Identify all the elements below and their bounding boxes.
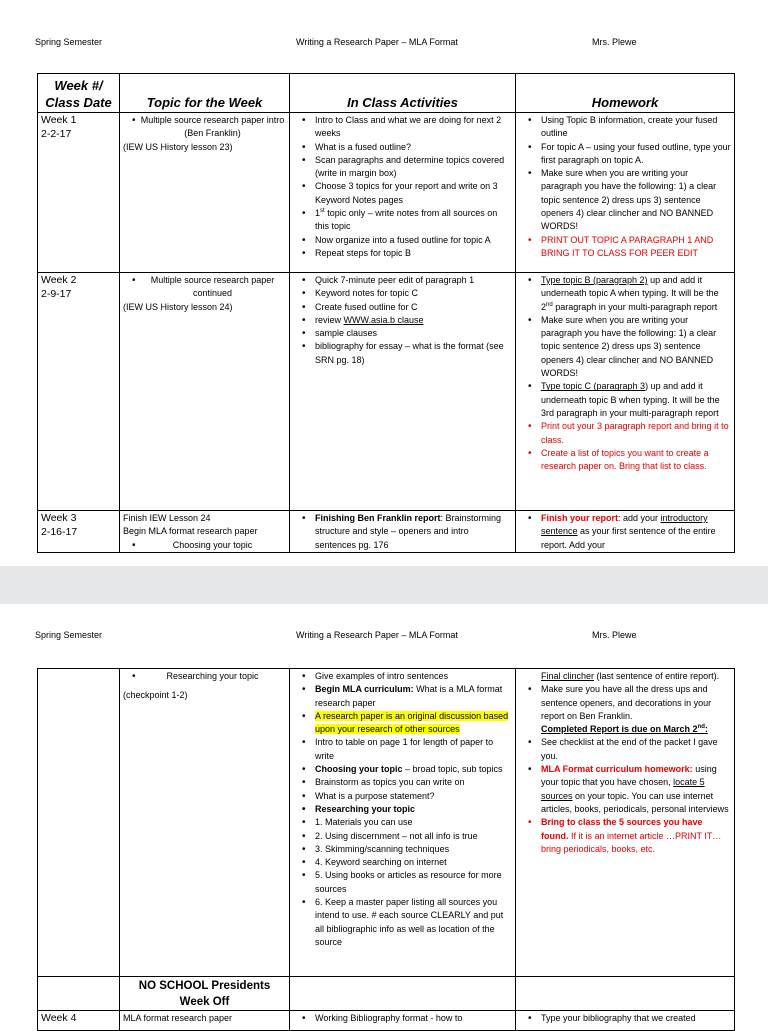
activity-item: • Finishing Ben Franklin report: Brainstorming structure and style – openers and intro sentences pg. 176 — [293, 512, 512, 552]
topic-item: • Researching your topic — [123, 670, 286, 683]
table-header-row — [38, 74, 735, 113]
table-row-week-4 — [38, 1011, 735, 1031]
col-header-activities: In Class Activities — [290, 74, 516, 113]
activity-item: • A research paper is an original discussion based upon your research of other sources — [293, 710, 512, 737]
topic-line: Finish IEW Lesson 24 — [123, 513, 211, 523]
homework-item: • Type topic C (paragraph 3) up and add it underneath topic B when typing. It will be the 3rd paragraph in your multi-paragraph report — [519, 380, 731, 420]
week-cell — [38, 977, 120, 1011]
table-row-week-3-continued — [38, 669, 735, 977]
week-date: 2-16-17 — [41, 525, 78, 538]
activity-item: • Working Bibliography format - how to — [293, 1012, 512, 1025]
header-title: Writing a Research Paper – MLA Format — [296, 630, 458, 640]
activity-item: • 3. Skimming/scanning techniques — [293, 843, 512, 856]
homework-item: • Type your bibliography that we created — [519, 1012, 731, 1025]
activity-item: • Give examples of intro sentences — [293, 670, 512, 683]
topic-line: Begin MLA format research paper — [123, 526, 258, 537]
header-teacher: Mrs. Plewe — [592, 630, 637, 640]
topic-item: • Multiple source research paper continued — [123, 274, 286, 301]
no-school-cell — [120, 977, 290, 1011]
week-date: 2-9-17 — [41, 287, 72, 300]
topic-cell — [120, 511, 290, 553]
table-row-week-2 — [38, 273, 735, 511]
homework-item: • PRINT OUT TOPIC A PARAGRAPH 1 AND BRING IT TO CLASS FOR PEER EDIT — [519, 234, 731, 261]
schedule-table-page-2 — [37, 668, 735, 1031]
activity-item: • Intro to table on page 1 for length of paper to write — [293, 736, 512, 763]
homework-cell — [516, 1011, 735, 1031]
activity-item: • Choose 3 topics for your report and write on 3 Keyword Notes pages — [293, 180, 512, 207]
week-label: Week 1 — [41, 114, 77, 126]
week-cell — [38, 273, 120, 511]
activities-cell — [290, 977, 516, 1011]
activity-item: • Choosing your topic – broad topic, sub topics — [293, 763, 512, 776]
activity-item: • Scan paragraphs and determine topics covered (write in margin box) — [293, 154, 512, 181]
activity-item: • What is a fused outline? — [293, 141, 512, 154]
topic-cell — [120, 113, 290, 273]
activity-item: • 1. Materials you can use — [293, 816, 512, 829]
activity-item: • What is a purpose statement? — [293, 790, 512, 803]
week-date: 2-2-17 — [41, 127, 72, 140]
homework-item: • Make sure when you are writing your paragraph you have the following: 1) a clear topic sentence 2) dress ups 3) sentence openers 4) clear clincher and NO BANNED WORDS! — [519, 314, 731, 380]
homework-item: • See checklist at the end of the packet I gave you. — [519, 736, 731, 763]
activities-cell — [290, 669, 516, 977]
activity-item: • review WWW.asia.b clause — [293, 314, 512, 327]
topic-note: (IEW US History lesson 23) — [123, 141, 233, 152]
homework-item: • Create a list of topics you want to create a research paper on. Bring that list to class. — [519, 447, 731, 474]
homework-due-note: Completed Report is due on March 2nd: — [541, 724, 708, 735]
homework-cell — [516, 113, 735, 273]
col-header-week: Week #/ Class Date — [38, 74, 120, 113]
homework-item: • Type topic B (paragraph 2) up and add it underneath topic A when typing. It will be the 2nd paragraph in your multi-paragraph report — [519, 274, 731, 314]
week-cell — [38, 669, 120, 977]
homework-cell — [516, 669, 735, 977]
activity-item: • 2. Using discernment – not all info is true — [293, 830, 512, 843]
activity-item: • sample clauses — [293, 327, 512, 340]
activity-item: • Repeat steps for topic B — [293, 247, 512, 260]
homework-item: • MLA Format curriculum homework: using your topic that you have chosen, locate 5 sources on your topic. You can use internet articles, books, periodicals, personal interviews — [519, 763, 731, 816]
activity-item: • Quick 7-minute peer edit of paragraph 1 — [293, 274, 512, 287]
homework-item: • Bring to class the 5 sources you have found. If it is an internet article …PRINT IT…bring periodicals, books, etc. — [519, 816, 731, 856]
topic-note: (IEW US History lesson 24) — [123, 301, 233, 312]
homework-cell — [516, 273, 735, 511]
topic-cell — [120, 273, 290, 511]
homework-cell — [516, 977, 735, 1011]
homework-item: • For topic A – using your fused outline, type your first paragraph on topic A. — [519, 141, 731, 168]
page-2 — [0, 604, 768, 1024]
topic-item: • Choosing your topic — [123, 539, 286, 552]
activity-item: • Keyword notes for topic C — [293, 287, 512, 300]
homework-cell — [516, 511, 735, 553]
schedule-table-page-1 — [37, 73, 735, 553]
page-gap — [0, 566, 768, 604]
homework-item: • Make sure you have all the dress ups and sentence openers, and decorations in your report on Ben Franklin. — [519, 683, 731, 723]
homework-item: • Using Topic B information, create your fused outline — [519, 114, 731, 141]
table-row-week-1 — [38, 113, 735, 273]
activity-item: • Researching your topic — [293, 803, 512, 816]
homework-item: • Finish your report: add your introductory sentence as your first sentence of the entire report. Add your — [519, 512, 731, 552]
topic-cell — [120, 669, 290, 977]
header-semester: Spring Semester — [35, 37, 103, 47]
activities-cell — [290, 511, 516, 553]
activity-item: • Intro to Class and what we are doing for next 2 weeks — [293, 114, 512, 141]
col-header-topic: Topic for the Week — [120, 74, 290, 113]
activity-item: • 1st topic only – write notes from all sources on this topic — [293, 207, 512, 234]
table-row-week-3 — [38, 511, 735, 553]
table-row-no-school — [38, 977, 735, 1011]
activity-item: • Begin MLA curriculum: What is a MLA format research paper — [293, 683, 512, 710]
activity-item: • 4. Keyword searching on internet — [293, 856, 512, 869]
topic-note: (checkpoint 1-2) — [123, 690, 188, 701]
review-link[interactable]: WWW.asia.b clause — [343, 314, 424, 325]
activity-item: • 6. Keep a master paper listing all sources you intend to use. # each source CLEARLY and put all bibliographic info as well as location of the source — [293, 896, 512, 949]
header-title: Writing a Research Paper – MLA Format — [296, 37, 458, 47]
activities-cell — [290, 273, 516, 511]
col-header-homework: Homework — [516, 74, 735, 113]
no-school-label: NO SCHOOL Presidents Week Off — [138, 980, 271, 1008]
week-cell — [38, 113, 120, 273]
week-cell — [38, 1011, 120, 1031]
activities-cell — [290, 113, 516, 273]
topic-line: MLA format research paper — [123, 1013, 233, 1023]
activity-item: • Create fused outline for C — [293, 301, 512, 314]
homework-continued: Final clincher (last sentence of entire report). — [541, 671, 720, 681]
week-cell — [38, 511, 120, 553]
activity-item: • Brainstorm as topics you can write on — [293, 776, 512, 789]
activity-item: • 5. Using books or articles as resource for more sources — [293, 869, 512, 896]
activity-item: • bibliography for essay – what is the format (see SRN pg. 18) — [293, 340, 512, 367]
activities-cell — [290, 1011, 516, 1031]
topic-item: • Multiple source research paper intro (Ben Franklin) — [123, 114, 286, 141]
week-label: Week 4 — [41, 1012, 77, 1024]
activity-item: • Now organize into a fused outline for topic A — [293, 234, 512, 247]
homework-item: • Make sure when you are writing your paragraph you have the following: 1) a clear topic sentence 2) dress ups 3) sentence openers 4) clear clincher and NO BANNED WORDS! — [519, 167, 731, 233]
homework-item: • Print out your 3 paragraph report and bring it to class. — [519, 420, 731, 447]
header-teacher: Mrs. Plewe — [592, 37, 637, 47]
header-semester: Spring Semester — [35, 630, 103, 640]
week-label: Week 2 — [41, 274, 77, 286]
topic-cell — [120, 1011, 290, 1031]
week-label: Week 3 — [41, 512, 77, 524]
